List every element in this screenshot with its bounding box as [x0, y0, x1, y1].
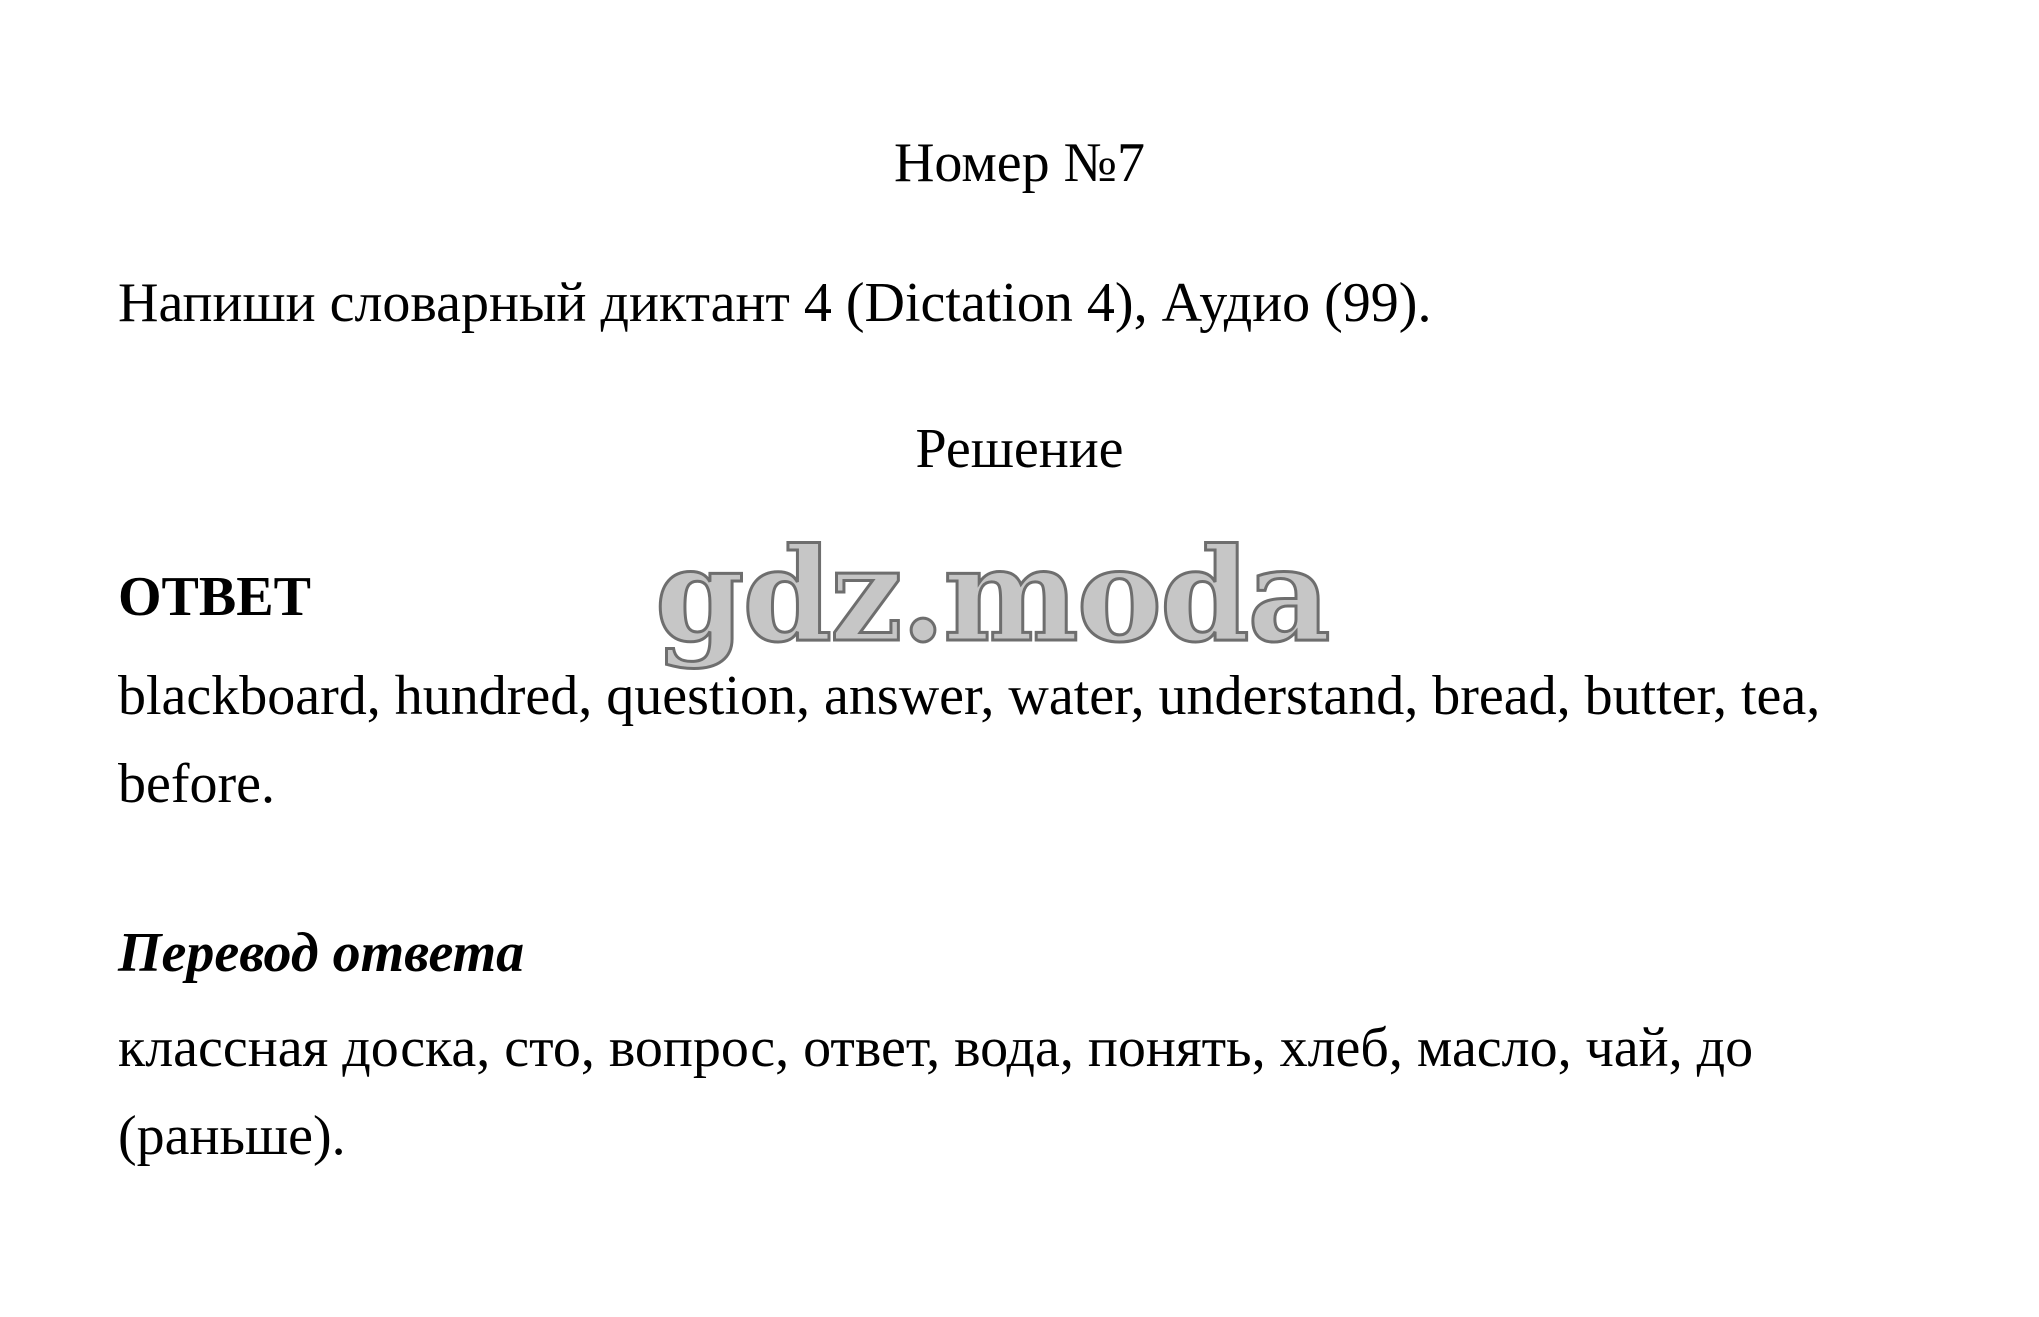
page-title: Номер №7: [893, 132, 1146, 194]
answer-heading: ОТВЕТ: [118, 566, 311, 628]
translation-heading: Перевод ответа: [118, 922, 525, 984]
task-text: Напиши словарный диктант 4 (Dictation 4), Аудио (99).: [118, 272, 1432, 334]
translation-text: классная доска, сто, вопрос, ответ, вода, понять, хлеб, масло, чай, до (раньше).: [118, 1017, 1754, 1167]
answer-text: blackboard, hundred, question, answer, water, understand, bread, butter, tea, before.: [118, 665, 1821, 815]
watermark-logo: gdz.moda: [655, 521, 1329, 671]
solution-heading: Решение: [915, 418, 1124, 480]
